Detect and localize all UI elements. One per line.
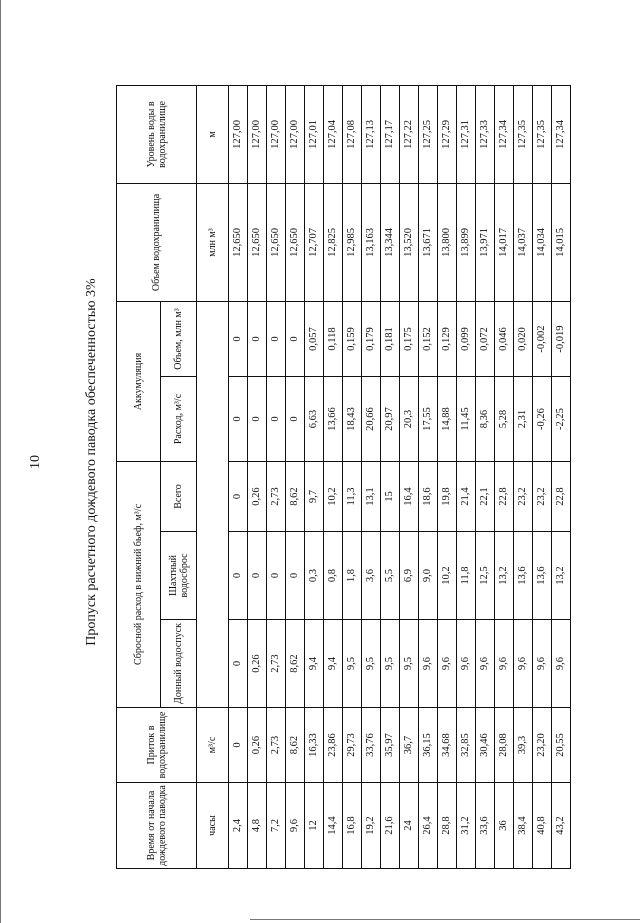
table-cell: 0: [229, 708, 248, 783]
table-cell: 18,6: [419, 462, 438, 532]
table-cell: 12,650: [248, 183, 267, 301]
table-cell: 28,08: [495, 708, 514, 783]
table-rotator: [116, 86, 570, 869]
table-cell: 12,825: [324, 183, 343, 301]
table-cell: 127,33: [476, 85, 495, 183]
table-cell: 23,2: [533, 462, 552, 532]
table-row: [305, 85, 324, 868]
table-cell: 0,179: [362, 301, 381, 376]
header-time: Время от начала дождевого паводка: [117, 783, 197, 869]
table-cell: 0,3: [305, 532, 324, 620]
table-cell: 20,3: [400, 377, 419, 462]
table-cell: 3,6: [362, 532, 381, 620]
table-cell: 12,5: [476, 532, 495, 620]
table-cell: 127,17: [381, 85, 400, 183]
header-reservoir-volume: Объем водохранилища: [117, 183, 197, 301]
header-total: Всего: [161, 462, 197, 532]
table-row: [324, 85, 343, 868]
table-cell: 9,5: [362, 620, 381, 708]
table-cell: 1,8: [343, 532, 362, 620]
table-cell: 127,13: [362, 85, 381, 183]
table-cell: 6,63: [305, 377, 324, 462]
table-cell: 0: [229, 377, 248, 462]
table-cell: 0,159: [343, 301, 362, 376]
header-shaft-spillway: Шахтный водосброс: [161, 532, 197, 620]
table-cell: 23,86: [324, 708, 343, 783]
table-cell: 0,057: [305, 301, 324, 376]
table-cell: 5,28: [495, 377, 514, 462]
table-cell: 9,5: [343, 620, 362, 708]
table-cell: 0: [286, 532, 305, 620]
table-cell: 29,73: [343, 708, 362, 783]
table-cell: 127,29: [438, 85, 457, 183]
table-cell: 127,25: [419, 85, 438, 183]
table-row: [362, 85, 381, 868]
table-cell: 0: [286, 377, 305, 462]
table-cell: 13,6: [533, 532, 552, 620]
table-cell: 127,22: [400, 85, 419, 183]
table-cell: 13,344: [381, 183, 400, 301]
table-cell: 22,8: [552, 462, 571, 532]
table-cell: 2,73: [267, 462, 286, 532]
unit-reservoir-volume: млн м³: [197, 183, 229, 301]
header-water-level: Уровень воды в водохранилище: [117, 85, 197, 183]
table-cell: 0,26: [248, 462, 267, 532]
table-cell: 9,6: [495, 620, 514, 708]
table-cell: 12,650: [229, 183, 248, 301]
table-cell: 20,66: [362, 377, 381, 462]
unit-empty: [197, 301, 229, 707]
table-cell: 36,15: [419, 708, 438, 783]
table-cell: 13,800: [438, 183, 457, 301]
table-row: [552, 85, 571, 868]
table-row: [438, 85, 457, 868]
table-cell: 2,73: [267, 620, 286, 708]
table-cell: 15: [381, 462, 400, 532]
table-row: [457, 85, 476, 868]
table-cell: 10,2: [438, 532, 457, 620]
table-cell: 14,4: [324, 783, 343, 869]
table-cell: 35,97: [381, 708, 400, 783]
table-cell: 12: [305, 783, 324, 869]
table-caption: Пропуск расчетного дождевого паводка обеспеченностью 3%: [84, 278, 99, 646]
table-cell: 14,88: [438, 377, 457, 462]
table-cell: 36,7: [400, 708, 419, 783]
table-cell: 0,099: [457, 301, 476, 376]
header-acc-flow: Расход, м³/с: [161, 377, 197, 462]
table-cell: 18,43: [343, 377, 362, 462]
table-cell: 7,2: [267, 783, 286, 869]
table-cell: 9,4: [324, 620, 343, 708]
table-cell: 23,2: [514, 462, 533, 532]
table-cell: 0: [267, 301, 286, 376]
table-cell: 127,35: [533, 85, 552, 183]
table-cell: 14,034: [533, 183, 552, 301]
table-cell: 12,985: [343, 183, 362, 301]
table-cell: 127,00: [229, 85, 248, 183]
table-cell: 40,8: [533, 783, 552, 869]
table-cell: 19,2: [362, 783, 381, 869]
table-cell: 31,2: [457, 783, 476, 869]
table-cell: 21,4: [457, 462, 476, 532]
table-row: [533, 85, 552, 868]
table-cell: 22,8: [495, 462, 514, 532]
table-cell: 16,4: [400, 462, 419, 532]
table-cell: 43,2: [552, 783, 571, 869]
table-cell: 20,55: [552, 708, 571, 783]
table-cell: 0: [248, 301, 267, 376]
table-cell: 9,6: [476, 620, 495, 708]
table-cell: 11,3: [343, 462, 362, 532]
table-cell: 9,6: [514, 620, 533, 708]
table-cell: 2,73: [267, 708, 286, 783]
table-cell: 0,118: [324, 301, 343, 376]
table-cell: 127,31: [457, 85, 476, 183]
table-cell: 34,68: [438, 708, 457, 783]
table-cell: 14,015: [552, 183, 571, 301]
table-cell: 9,7: [305, 462, 324, 532]
table-cell: 0,046: [495, 301, 514, 376]
table-cell: 33,6: [476, 783, 495, 869]
table-cell: 13,1: [362, 462, 381, 532]
table-cell: 127,34: [495, 85, 514, 183]
table-cell: 14,017: [495, 183, 514, 301]
unit-inflow: м³/с: [197, 708, 229, 783]
table-cell: 13,6: [514, 532, 533, 620]
table-cell: 0: [248, 377, 267, 462]
header-discharge: Сбросной расход в нижний бьеф, м³/с: [117, 462, 161, 708]
table-cell: 8,36: [476, 377, 495, 462]
table-cell: 9,5: [381, 620, 400, 708]
header-acc-volume: Объем, млн м³: [161, 301, 197, 376]
table-row: [286, 85, 305, 868]
table-cell: 28,8: [438, 783, 457, 869]
table-cell: 11,45: [457, 377, 476, 462]
header-accumulation: Аккумуляция: [117, 301, 161, 461]
table-row: [381, 85, 400, 868]
table-cell: 13,520: [400, 183, 419, 301]
table-row: [419, 85, 438, 868]
table-cell: 6,9: [400, 532, 419, 620]
table-header: [117, 85, 229, 868]
table-body: [229, 85, 571, 868]
table-row: [514, 85, 533, 868]
table-cell: 0,175: [400, 301, 419, 376]
table-cell: 26,4: [419, 783, 438, 869]
table-cell: 9,6: [419, 620, 438, 708]
table-cell: 10,2: [324, 462, 343, 532]
scan-edge-left: [0, 0, 1, 923]
unit-time: часы: [197, 783, 229, 869]
table-cell: 30,46: [476, 708, 495, 783]
table-cell: 127,00: [248, 85, 267, 183]
table-cell: 127,04: [324, 85, 343, 183]
table-cell: 9,4: [305, 620, 324, 708]
table-cell: 9,6: [533, 620, 552, 708]
table-cell: 0: [229, 532, 248, 620]
table-cell: 38,4: [514, 783, 533, 869]
table-cell: 0,152: [419, 301, 438, 376]
table-cell: 12,707: [305, 183, 324, 301]
table-cell: 0: [229, 301, 248, 376]
table-cell: -2,25: [552, 377, 571, 462]
table-cell: 13,899: [457, 183, 476, 301]
table-cell: 9,6: [438, 620, 457, 708]
table-cell: 0,181: [381, 301, 400, 376]
table-cell: 0: [229, 620, 248, 708]
table-cell: 9,6: [457, 620, 476, 708]
table-cell: 14,037: [514, 183, 533, 301]
scan-edge-bottom: [250, 919, 640, 920]
table-cell: 127,34: [552, 85, 571, 183]
table-cell: 0: [267, 532, 286, 620]
table-cell: 2,4: [229, 783, 248, 869]
table-cell: 23,20: [533, 708, 552, 783]
table-cell: 17,55: [419, 377, 438, 462]
table-cell: 127,00: [267, 85, 286, 183]
table-cell: 11,8: [457, 532, 476, 620]
table-cell: 0,072: [476, 301, 495, 376]
header-bottom-outlet: Донный водоспуск: [161, 620, 197, 708]
table-cell: 0,8: [324, 532, 343, 620]
table-cell: 13,2: [495, 532, 514, 620]
table-cell: 0: [286, 301, 305, 376]
table-row: [400, 85, 419, 868]
table-cell: 127,00: [286, 85, 305, 183]
table-cell: 24: [400, 783, 419, 869]
table-container: [116, 86, 570, 869]
table-cell: 0: [229, 462, 248, 532]
table-cell: 19,8: [438, 462, 457, 532]
table-cell: 20,97: [381, 377, 400, 462]
table-cell: 0,26: [248, 620, 267, 708]
table-row: [229, 85, 248, 868]
table-cell: 127,35: [514, 85, 533, 183]
table-row: [248, 85, 267, 868]
table-cell: 9,6: [286, 783, 305, 869]
table-cell: 13,2: [552, 532, 571, 620]
table-cell: 0,26: [248, 708, 267, 783]
table-row: [343, 85, 362, 868]
table-row: [476, 85, 495, 868]
table-cell: 5,5: [381, 532, 400, 620]
page-number: 10: [28, 455, 43, 469]
table-cell: 16,8: [343, 783, 362, 869]
table-cell: 127,01: [305, 85, 324, 183]
table-row: [267, 85, 286, 868]
table-cell: 127,08: [343, 85, 362, 183]
table-row: [495, 85, 514, 868]
table-cell: 0,129: [438, 301, 457, 376]
table-cell: -0,26: [533, 377, 552, 462]
table-cell: -0,019: [552, 301, 571, 376]
table-cell: 39,3: [514, 708, 533, 783]
table-cell: 2,31: [514, 377, 533, 462]
table-cell: 21,6: [381, 783, 400, 869]
table-cell: 0: [248, 532, 267, 620]
table-cell: 8,62: [286, 462, 305, 532]
unit-water-level: м: [197, 85, 229, 183]
table-cell: 9,0: [419, 532, 438, 620]
table-cell: 13,971: [476, 183, 495, 301]
table-cell: 8,62: [286, 708, 305, 783]
header-inflow: Приток в водохранилище: [117, 708, 197, 783]
table-cell: -0,002: [533, 301, 552, 376]
table-cell: 13,671: [419, 183, 438, 301]
table-cell: 13,163: [362, 183, 381, 301]
table-cell: 8,62: [286, 620, 305, 708]
table-cell: 36: [495, 783, 514, 869]
table-cell: 16,33: [305, 708, 324, 783]
table-cell: 0,020: [514, 301, 533, 376]
table-cell: 13,66: [324, 377, 343, 462]
table-cell: 0: [267, 377, 286, 462]
table-cell: 12,650: [286, 183, 305, 301]
table-cell: 22,1: [476, 462, 495, 532]
table-cell: 9,5: [400, 620, 419, 708]
table-cell: 32,85: [457, 708, 476, 783]
table-cell: 12,650: [267, 183, 286, 301]
flood-table: [116, 85, 571, 869]
table-cell: 4,8: [248, 783, 267, 869]
table-cell: 33,76: [362, 708, 381, 783]
table-cell: 9,6: [552, 620, 571, 708]
